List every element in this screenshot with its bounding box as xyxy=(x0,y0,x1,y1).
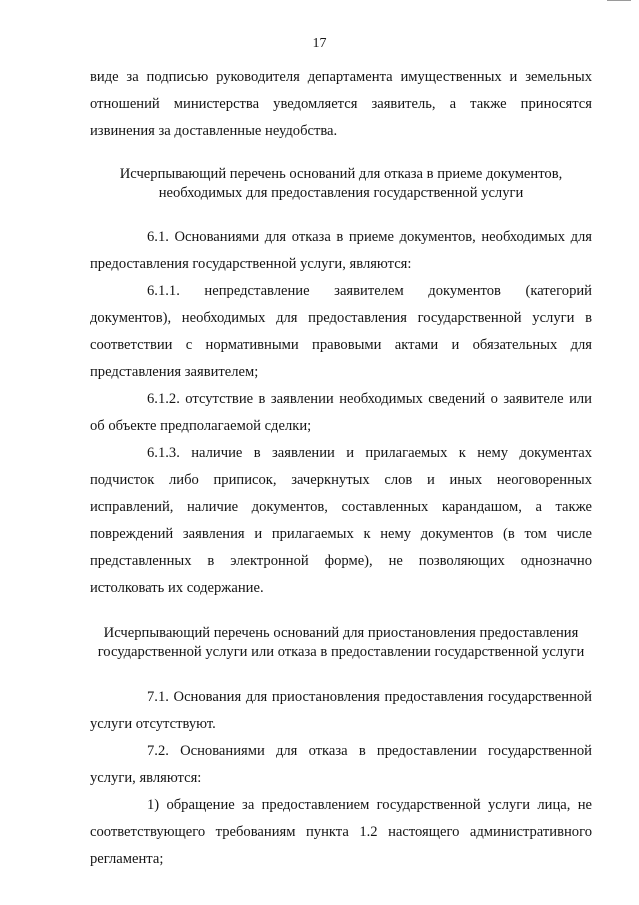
paragraph-7-2: 7.2. Основаниями для отказа в предоставлении государственной услуги, являются: xyxy=(90,743,592,786)
document-body xyxy=(90,64,592,873)
page-number: 17 xyxy=(312,36,327,51)
paragraph-6-1-2: 6.1.2. отсутствие в заявлении необходимых сведений о заявителе или об объекте предполагаемой сделки; xyxy=(90,391,592,434)
paragraph-6-1-1: 6.1.1. непредставление заявителем документов (категорий документов), необходимых для предоставления государственной услуги в соответствии с нормативными правовыми актами и обязательных для представления заявителем; xyxy=(90,283,592,380)
scan-corner-mark xyxy=(607,0,631,4)
paragraph-6-1-3: 6.1.3. наличие в заявлении и прилагаемых к нему документах подчисток либо приписок, зачеркнутых слов и иных неоговоренных исправлений, наличие документов, составленных карандашом, а также повреждений заявления и прилагаемых к нему документов (в том числе представленных в электронной форме), не позволяющих однозначно истолковать их содержание. xyxy=(90,445,592,596)
paragraph-6-1: 6.1. Основаниями для отказа в приеме документов, необходимых для предоставления государственной услуги, являются: xyxy=(90,229,592,272)
section-heading-document-refusal: Исчерпывающий перечень оснований для отказа в приеме документов, необходимых для предоставления государственной услуги xyxy=(119,166,563,201)
paragraph-7-1: 7.1. Основания для приостановления предоставления государственной услуги отсутствуют. xyxy=(90,689,592,732)
section-heading-service-refusal: Исчерпывающий перечень оснований для приостановления предоставления государственной услуги или отказа в предоставлении государственной услуги xyxy=(97,625,585,660)
paragraph-intro: виде за подписью руководителя департамента имущественных и земельных отношений министерства уведомляется заявитель, а также приносятся извинения за доставленные неудобства. xyxy=(90,69,592,139)
paragraph-item-1: 1) обращение за предоставлением государственной услуги лица, не соответствующего требованиям пункта 1.2 настоящего административного регламента; xyxy=(90,797,592,867)
